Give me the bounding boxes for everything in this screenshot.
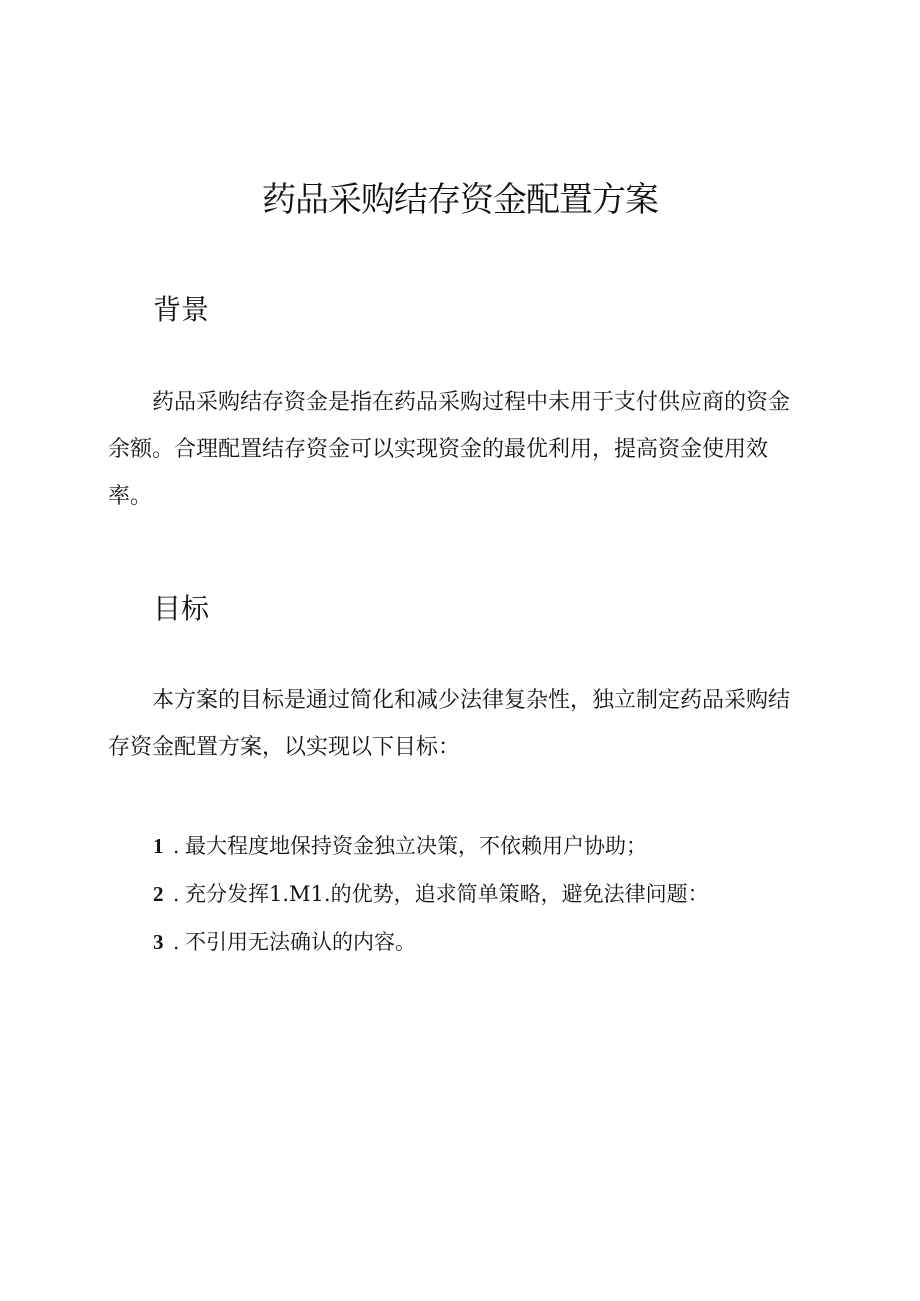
section-heading-background: 背景 (153, 293, 210, 326)
list-item-separator: . (173, 882, 180, 906)
document-title: 药品采购结存资金配置方案 (262, 180, 658, 220)
list-item-separator: . (173, 834, 180, 858)
section-heading-goals: 目标 (153, 592, 210, 625)
list-item-text: 充分发挥1.M1.的优势，追求简单策略，避免法律问题： (185, 882, 709, 906)
list-item-text: 最大程度地保持资金独立决策，不依赖用户协助； (185, 834, 647, 858)
list-item-separator: . (173, 930, 180, 954)
list-item (153, 870, 833, 918)
section-paragraph-goals: 本方案的目标是通过简化和减少法律复杂性，独立制定药品采购结存资金配置方案，以实现以下目标： (108, 688, 791, 760)
section-paragraph-background: 药品采购结存资金是指在药品采购过程中未用于支付供应商的资金余额。合理配置结存资金可以实现资金的最优利用，提高资金使用效率。 (108, 390, 791, 509)
goal-list (153, 822, 833, 966)
list-item (153, 918, 833, 966)
list-item-text: 不引用无法确认的内容。 (185, 930, 416, 954)
list-item-number: 1 (153, 834, 164, 858)
list-item-number: 3 (153, 930, 164, 954)
list-item (153, 822, 833, 870)
list-item-number: 2 (153, 882, 164, 906)
